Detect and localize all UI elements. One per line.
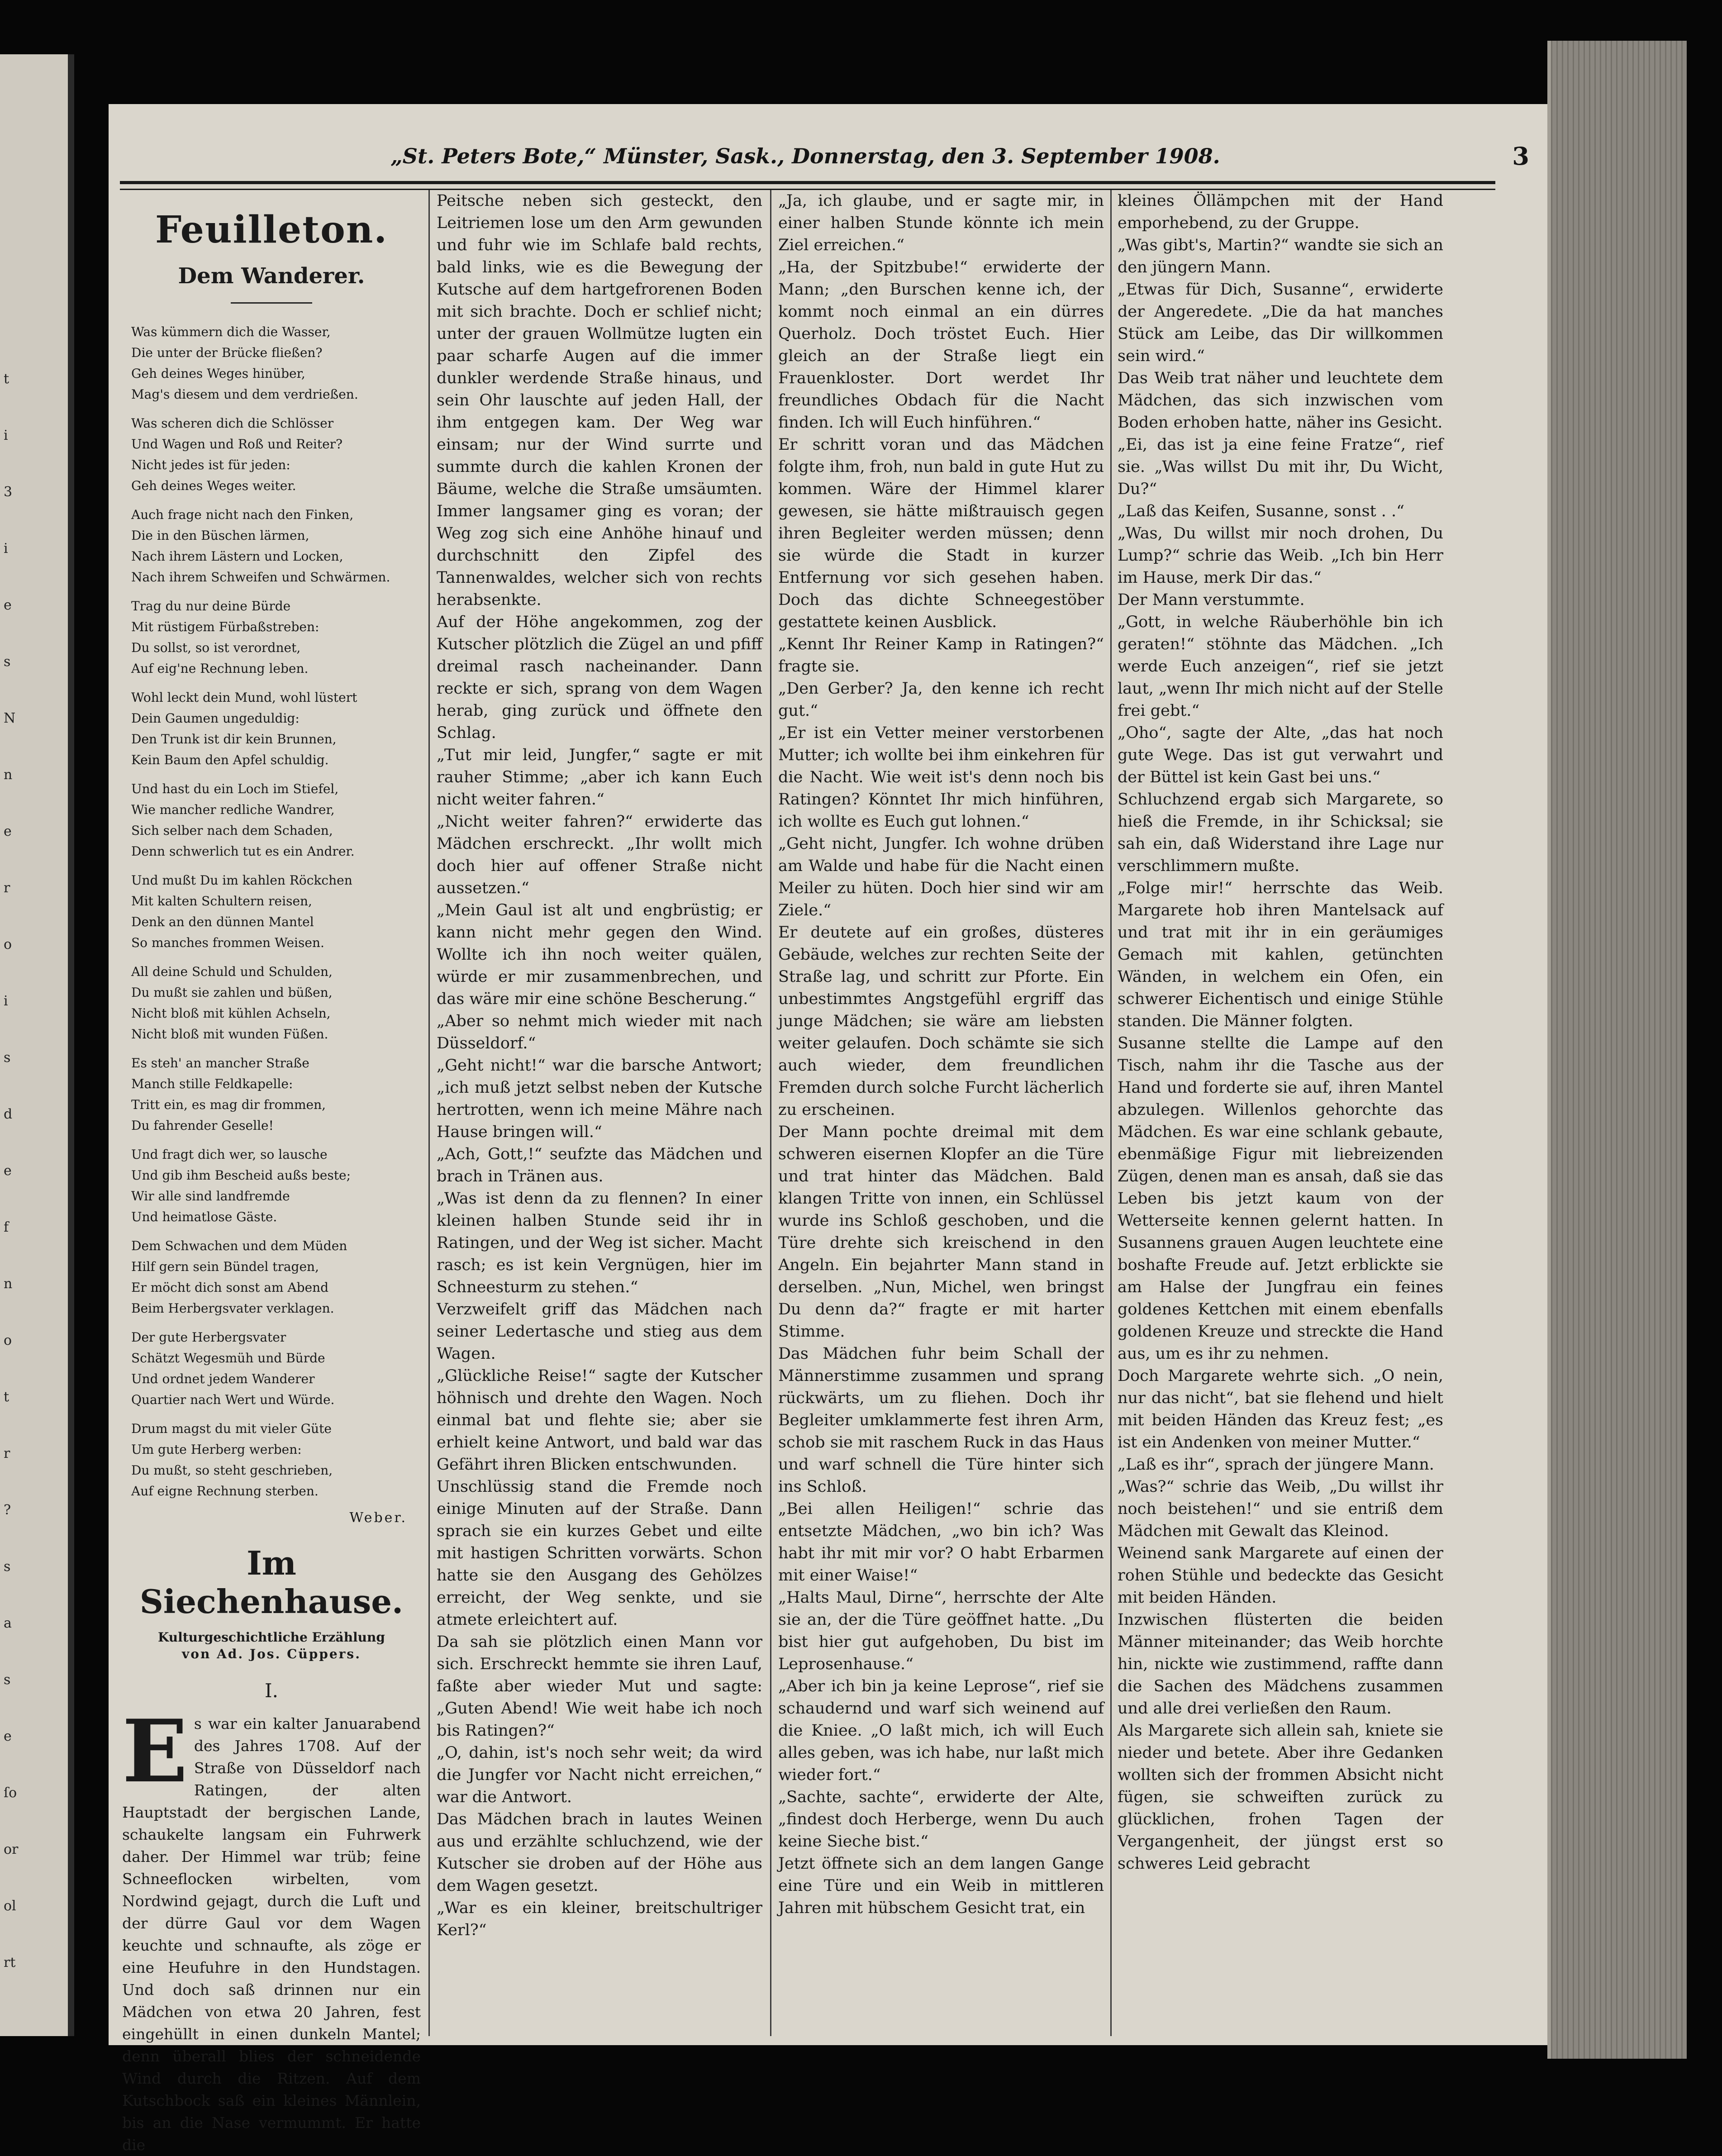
poem-line: Mit rüstigem Fürbaßstreben: (131, 619, 319, 634)
story-text-col3: „Ja, ich glaube, und er sagte mir, in einer halben Stunde könnte ich mein Ziel erreichen.“ „Ha, der Spitzbube!“ erwiderte der Mann; „den Burschen kenne ich, der kommt noch einmal an ein dürres Querholz. Doch tröstet Euch. Hier gleich an der Straße liegt ein Frauenkloster. Dort werdet Ihr freundliches Obdach für die Nacht finden. Ich will Euch hinführen.“ Er schritt voran und das Mädchen folgte ihm, froh, nun bald in gute Hut zu kommen. Wäre der Himmel klarer gewesen, sie hätte mißtrauisch gegen ihren Begleiter werden müssen; denn sie würde die Stadt in kurzer Entfernung vor sich gesehen haben. Doch das dichte Schneegestöber gestattete keinen Ausblick. „Kennt Ihr Reiner Kamp in Ratingen?“ fragte sie. „Den Gerber? Ja, den kenne ich recht gut.“ „Er ist ein Vetter meiner verstorbenen Mutter; ich wollte bei ihm einkehren für die Nacht. Wie weit ist's denn noch bis Ratingen? Könntet Ihr mich hinführen, ich wollte es Euch gut lohnen.“ „Geht nicht, Jungfer. Ich wohne drüben am Walde und habe für die Nacht einen Meiler zu hüten. Doch hier sind wir am Ziele.“ Er deutete auf ein großes, düsteres Gebäude, welches zur rechten Seite der Straße lag, und schritt zur Pforte. Ein unbestimmtes Angstgefühl ergriff das junge Mädchen; sie wäre am liebsten weiter gelaufen. Doch schämte sie sich auch wieder, dem freundlichen Fremden durch solche Furcht lächerlich zu erscheinen. Der Mann pochte dreimal mit dem schweren eisernen Klopfer an die Türe und trat hinter das Mädchen. Bald klangen Tritte von innen, ein Schlüssel wurde ins Schloß geschoben, und die Türe drehte sich kreischend in den Angeln. Ein bejahrter Mann stand in derselben. „Nun, Michel, wen bringst Du denn da?“ fragte er mit harter Stimme. Das Mädchen fuhr beim Schall der Männerstimme zusammen und sprang rückwärts, um zu fliehen. Doch ihr Begleiter umklammerte fest ihren Arm, schob sie mit raschem Ruck in das Haus und warf schnell die Türe hinter sich ins Schloß. „Bei allen Heiligen!“ schrie das entsetzte Mädchen, „wo bin ich? Was habt ihr mit mir vor? O habt Erbarmen mit einer Waise!“ „Halts Maul, Dirne“, herrschte der Alte sie an, der die Türe geöffnet hatte. „Du bist hier gut aufgehoben, Du bist im Leprosenhause.“ „Aber ich bin ja keine Leprose“, rief sie schaudernd und warf sich weinend auf die Kniee. „O laßt mich, ich will Euch alles geben, was ich habe, nur laßt mich wieder fort.“ „Sachte, sachte“, erwiderte der Alte, „findest doch Herberge, wenn Du auch keine Sieche bist.“ Jetzt öffnete sich an dem langen Gange eine Türe und ein Weib in mittleren Jahren mit hübschem Gesicht trat, ein (778, 192, 1104, 1917)
chapter-number: I. (265, 1680, 278, 1702)
poem-line: Dem Schwachen und dem Müden (131, 1238, 347, 1253)
poem-line: Beim Herbergsvater verklagen. (131, 1301, 334, 1316)
previous-page-fragment: 3 (4, 484, 13, 500)
previous-page-fragment: o (4, 1333, 12, 1348)
poem-line: Dein Gaumen ungeduldig: (131, 711, 300, 726)
previous-page-fragment: or (4, 1842, 19, 1857)
poem-stanza (122, 322, 421, 405)
column-4 (1118, 190, 1443, 2036)
column-divider (428, 190, 430, 2036)
page-stack-edge (1547, 41, 1687, 2059)
header-rule (120, 181, 1495, 190)
poem-line: Quartier nach Wert und Würde. (131, 1392, 335, 1407)
poem-line: So manches frommen Weisen. (131, 935, 324, 950)
previous-page-fragment: s (4, 1050, 11, 1066)
previous-page-fragment: r (4, 1446, 10, 1461)
poem-line: Mit kalten Schultern reisen, (131, 894, 312, 909)
poem-line: Wohl leckt dein Mund, wohl lüstert (131, 690, 357, 705)
poem-line: Trag du nur deine Bürde (131, 599, 291, 614)
previous-page-fragment: i (4, 541, 8, 557)
poem-line: Denn schwerlich tut es ein Andrer. (131, 844, 355, 859)
poem-line: Du sollst, so ist verordnet, (131, 640, 301, 655)
poem-line: Tritt ein, es mag dir frommen, (131, 1097, 326, 1112)
previous-page-fragment: e (4, 597, 12, 613)
poem-line: Du mußt sie zahlen und büßen, (131, 985, 333, 1000)
previous-page-fragment: s (4, 1559, 11, 1575)
poem-stanza (122, 779, 421, 862)
poem-line: Und Wagen und Roß und Reiter? (131, 437, 343, 452)
poem-line: Es steh' an mancher Straße (131, 1056, 309, 1071)
poem-stanza (122, 1418, 421, 1502)
previous-page-fragment: i (4, 993, 8, 1009)
poem-line: Du fahrender Geselle! (131, 1118, 274, 1133)
poem-line: Der gute Herbergsvater (131, 1330, 286, 1345)
previous-page-fragment: N (4, 710, 16, 726)
poem-line: Du mußt, so steht geschrieben, (131, 1463, 333, 1478)
poem-line: Wie mancher redliche Wandrer, (131, 802, 335, 817)
poem-stanza (122, 413, 421, 496)
poem-line: Was scheren dich die Schlösser (131, 416, 334, 431)
poem-line: Nicht jedes ist für jeden: (131, 457, 290, 472)
previous-page-fragment: o (4, 937, 12, 952)
masthead: „St. Peters Bote,“ Münster, Sask., Donnerstag, den 3. September 1908. (390, 144, 1220, 168)
poem-line: Schätzt Wegesmüh und Bürde (131, 1351, 325, 1366)
poem-line: Kein Baum den Apfel schuldig. (131, 752, 329, 767)
previous-page-fragment: n (4, 1276, 13, 1292)
poem-line: Auf eigne Rechnung sterben. (131, 1484, 319, 1499)
story-text-col2: Peitsche neben sich gesteckt, den Leitriemen lose um den Arm gewunden und fuhr wie im Schlafe bald rechts, bald links, wie es die Bewegung der Kutsche auf dem hartgefrorenen Boden mit sich brachte. Doch er schlief nicht; unter der grauen Wollmütze lugten ein paar scharfe Augen auf die immer dunkler werdende Straße hinaus, und sein Ohr lauschte auf jeden Hall, der ihm entgegen kam. Der Weg war einsam; nur der Wind surrte und summte durch die kahlen Kronen der Bäume, welche die Straße umsäumten. Immer langsamer ging es voran; der Weg zog sich eine Anhöhe hinauf und durchschnitt den Zipfel des Tannenwaldes, welcher sich von rechts herabsenkte. Auf der Höhe angekommen, zog der Kutscher plötzlich die Zügel an und pfiff dreimal rasch nacheinander. Dann reckte er sich, sprang von dem Wagen herab, ging zurück und öffnete den Schlag. „Tut mir leid, Jungfer,“ sagte er mit rauher Stimme; „aber ich kann Euch nicht weiter fahren.“ „Nicht weiter fahren?“ erwiderte das Mädchen erschreckt. „Ihr wollt mich doch hier auf offener Straße nicht aussetzen.“ „Mein Gaul ist alt und engbrüstig; er kann nicht mehr gegen den Wind. Wollte ich ihn noch weiter quälen, würde er mir zusammenbrechen, und das wäre mir eine schöne Bescherung.“ „Aber so nehmt mich wieder mit nach Düsseldorf.“ „Geht nicht!“ war die barsche Antwort; „ich muß jetzt selbst neben der Kutsche hertrotten, wenn ich meine Mähre nach Hause bringen will.“ „Ach, Gott,!“ seufzte das Mädchen und brach in Tränen aus. „Was ist denn da zu flennen? In einer kleinen halben Stunde seid ihr in Ratingen, und der Weg ist sicher. Macht rasch; es ist kein Vergnügen, hier im Schneesturm zu stehen.“ Verzweifelt griff das Mädchen nach seiner Ledertasche und stieg aus dem Wagen. „Glückliche Reise!“ sagte der Kutscher höhnisch und drehte den Wagen. Noch einmal bat und flehte sie; aber sie erhielt keine Antwort, und bald war das Gefährt ihren Blicken entschwunden. Unschlüssig stand die Fremde noch einige Minuten auf der Straße. Dann sprach sie ein kurzes Gebet und eilte mit hastigen Schritten vorwärts. Schon hatte sie den Ausgang des Gehölzes erreicht, der Weg senkte, und sie atmete erleichtert auf. Da sah sie plötzlich einen Mann vor sich. Erschreckt hemmte sie ihren Lauf, faßte aber wieder Mut und sagte: „Guten Abend! Wie weit habe ich noch bis Ratingen?“ „O, dahin, ist's noch sehr weit; da wird die Jungfer vor Nacht nicht erreichen,“ war die Antwort. Das Mädchen brach in lautes Weinen aus und erzählte schluchzend, wie der Kutscher sie droben auf der Höhe aus dem Wagen gesetzt. „War es ein kleiner, breitschultriger Kerl?“ (437, 192, 762, 1939)
previous-page-fragment: ol (4, 1898, 16, 1914)
poem-line: Geh deines Weges weiter. (131, 478, 296, 493)
previous-page-edge (0, 54, 74, 2036)
drop-cap: E (122, 1701, 188, 1802)
previous-page-fragment: r (4, 880, 10, 896)
story-opening (122, 1701, 421, 2156)
poem-stanza (122, 596, 421, 679)
poem-line: Und fragt dich wer, so lausche (131, 1147, 328, 1162)
feuilleton-title: Feuilleton. (155, 208, 388, 252)
poem-line: Nicht bloß mit wunden Füßen. (131, 1027, 328, 1042)
previous-page-fragment: a (4, 1615, 12, 1631)
poem-stanza (122, 1144, 421, 1228)
poem-line: Wir alle sind landfremde (131, 1189, 290, 1204)
poem-title: Dem Wanderer. (178, 263, 365, 289)
poem-divider (231, 302, 312, 304)
poem-line: Den Trunk ist dir kein Brunnen, (131, 732, 337, 747)
previous-page-fragment: f (4, 1219, 9, 1235)
poem-line: Nach ihrem Lästern und Locken, (131, 549, 343, 564)
previous-page-fragment: t (4, 1389, 10, 1405)
previous-page-fragment: s (4, 654, 11, 670)
page-number: 3 (1512, 142, 1529, 171)
poem-stanza (122, 1236, 421, 1319)
poem-line: Auch frage nicht nach den Finken, (131, 507, 354, 522)
poem-body (122, 322, 421, 1502)
poem-line: Mag's diesem und dem verdrießen. (131, 387, 358, 402)
column-divider (1110, 190, 1112, 2036)
previous-page-fragment: s (4, 1672, 11, 1688)
poem-line: Auf eig'ne Rechnung leben. (131, 661, 309, 676)
previous-page-fragment: e (4, 1728, 12, 1744)
poem-line: Hilf gern sein Bündel tragen, (131, 1259, 319, 1274)
poem-author: Weber. (349, 1510, 407, 1526)
poem-line: Nicht bloß mit kühlen Achseln, (131, 1006, 331, 1021)
poem-line: Die unter der Brücke fließen? (131, 345, 323, 360)
poem-line: Und ordnet jedem Wanderer (131, 1371, 315, 1386)
poem-stanza (122, 1327, 421, 1410)
poem-line: Um gute Herberg werben: (131, 1442, 302, 1457)
previous-page-fragment: ſo (4, 1785, 17, 1801)
poem-stanza (122, 1053, 421, 1136)
poem-line: Und mußt Du im kahlen Röckchen (131, 873, 352, 888)
poem-line: Er möcht dich sonst am Abend (131, 1280, 329, 1295)
column-1 (122, 190, 421, 2154)
story-title: Im Siechenhause. (139, 1544, 404, 1621)
previous-page-fragment: i (4, 428, 8, 443)
poem-stanza (122, 961, 421, 1045)
poem-line: Und hast du ein Loch im Stiefel, (131, 781, 339, 796)
previous-page-fragment: rt (4, 1955, 16, 1970)
poem-stanza (122, 870, 421, 953)
previous-page-fragment: t (4, 371, 10, 387)
previous-page-fragment: n (4, 767, 13, 783)
poem-line: Und gib ihm Bescheid außs beste; (131, 1168, 351, 1183)
story-text-col1: s war ein kalter Januarabend des Jahres 1708. Auf der Straße von Düsseldorf nach Ratingen, der alten Hauptstadt der bergischen Lande, schaukelte langsam ein Fuhrwerk daher. Der Himmel war trüb; feine Schneeflocken wirbelten, vom Nordwind gejagt, durch die Luft und der dürre Gaul vor dem Wagen keuchte und schnaufte, als zöge er eine Heufuhre in den Hundstagen. Und doch saß drinnen nur ein Mädchen von etwa 20 Jahren, fest eingehüllt in einen dunkeln Mantel; denn überall blies der schneidende Wind durch die Ritzen. Auf dem Kutschbock saß ein kleines Männlein, bis an die Nase vermummt. Er hatte die (122, 1715, 421, 2154)
previous-page-fragment: ? (4, 1502, 11, 1518)
poem-line: Drum magst du mit vieler Güte (131, 1421, 332, 1436)
story-text-col4: kleines Öllämpchen mit der Hand emporhebend, zu der Gruppe. „Was gibt's, Martin?“ wandte sie sich an den jüngern Mann. „Etwas für Dich, Susanne“, erwiderte der Angeredete. „Die da hat manches Stück am Leibe, das Dir willkommen sein wird.“ Das Weib trat näher und leuchtete dem Mädchen, das sich inzwischen vom Boden erhoben hatte, näher ins Gesicht. „Ei, das ist ja eine feine Fratze“, rief sie. „Was willst Du mit ihr, Du Wicht, Du?“ „Laß das Keifen, Susanne, sonst . .“ „Was, Du willst mir noch drohen, Du Lump?“ schrie das Weib. „Ich bin Herr im Hause, merk Dir das.“ Der Mann verstummte. „Gott, in welche Räuberhöhle bin ich geraten!“ stöhnte das Mädchen. „Ich werde Euch anzeigen“, rief sie jetzt laut, „wenn Ihr mich nicht auf der Stelle frei gebt.“ „Oho“, sagte der Alte, „das hat noch gute Wege. Das ist gut verwahrt und der Büttel ist kein Gast bei uns.“ Schluchzend ergab sich Margarete, so hieß die Fremde, in ihr Schicksal; sie sah ein, daß Widerstand ihre Lage nur verschlimmern mußte. „Folge mir!“ herrschte das Weib. Margarete hob ihren Mantelsack auf und trat mit ihr in ein geräumiges Gemach mit kahlen, getünchten Wänden, in welchem ein Ofen, ein schwerer Eichentisch und einige Stühle standen. Die Männer folgten. Susanne stellte die Lampe auf den Tisch, nahm ihr die Tasche aus der Hand und forderte sie auf, ihren Mantel abzulegen. Willenlos gehorchte das Mädchen. Es war eine schlank gebaute, ebenmäßige Figur mit liebreizenden Zügen, denen man es ansah, daß sie das Leben bis jetzt kaum von der Wetterseite kennen gelernt hatten. In Susannens grauen Augen leuchtete eine boshafte Freude auf. Jetzt erblickte sie am Halse der Jungfrau ein feines goldenes Kettchen mit einem ebenfalls goldenen Kreuze und streckte die Hand aus, um es ihr zu nehmen. Doch Margarete wehrte sich. „O nein, nur das nicht“, bat sie flehend und hielt mit beiden Händen das Kreuz fest; „es ist ein Andenken von meiner Mutter.“ „Laß es ihr“, sprach der jüngere Mann. „Was?“ schrie das Weib, „Du willst ihr noch beistehen!“ und sie entriß dem Mädchen mit Gewalt das Kleinod. Weinend sank Margarete auf einen der rohen Stühle und bedeckte das Gesicht mit beiden Händen. Inzwischen flüsterten die beiden Männer miteinander; das Weib horchte hin, nickte wie zustimmend, raffte dann die Sachen des Mädchens zusammen und alle drei verließen den Raum. Als Margarete sich allein sah, kniete sie nieder und betete. Aber ihre Gedanken wollten sich der frommen Absicht nicht fügen, sie schweiften zurück zu glücklichen, frohen Tagen der Vergangenheit, der jüngst erst so schweres Leid gebracht (1118, 192, 1443, 1873)
story-subtitle: Kulturgeschichtliche Erzählung (158, 1630, 385, 1645)
previous-page-fragment: e (4, 1163, 12, 1179)
previous-page-fragment: e (4, 823, 12, 839)
poem-line: Sich selber nach dem Schaden, (131, 823, 333, 838)
poem-line: Denk an den dünnen Mantel (131, 914, 314, 929)
poem-line: Nach ihrem Schweifen und Schwärmen. (131, 570, 390, 585)
column-2 (437, 190, 762, 2036)
poem-line: Geh deines Weges hinüber, (131, 366, 305, 381)
poem-stanza (122, 687, 421, 771)
column-3 (778, 190, 1104, 2036)
previous-page-fragment: d (4, 1106, 13, 1122)
poem-line: Manch stille Feldkapelle: (131, 1076, 293, 1091)
poem-line: Was kümmern dich die Wasser, (131, 324, 331, 339)
column-divider (770, 190, 771, 2036)
poem-stanza (122, 504, 421, 588)
story-author: von Ad. Jos. Cüppers. (182, 1647, 361, 1661)
poem-line: All deine Schuld und Schulden, (131, 964, 333, 979)
poem-line: Und heimatlose Gäste. (131, 1209, 277, 1224)
poem-line: Die in den Büschen lärmen, (131, 528, 309, 543)
newspaper-page (109, 104, 1547, 2154)
